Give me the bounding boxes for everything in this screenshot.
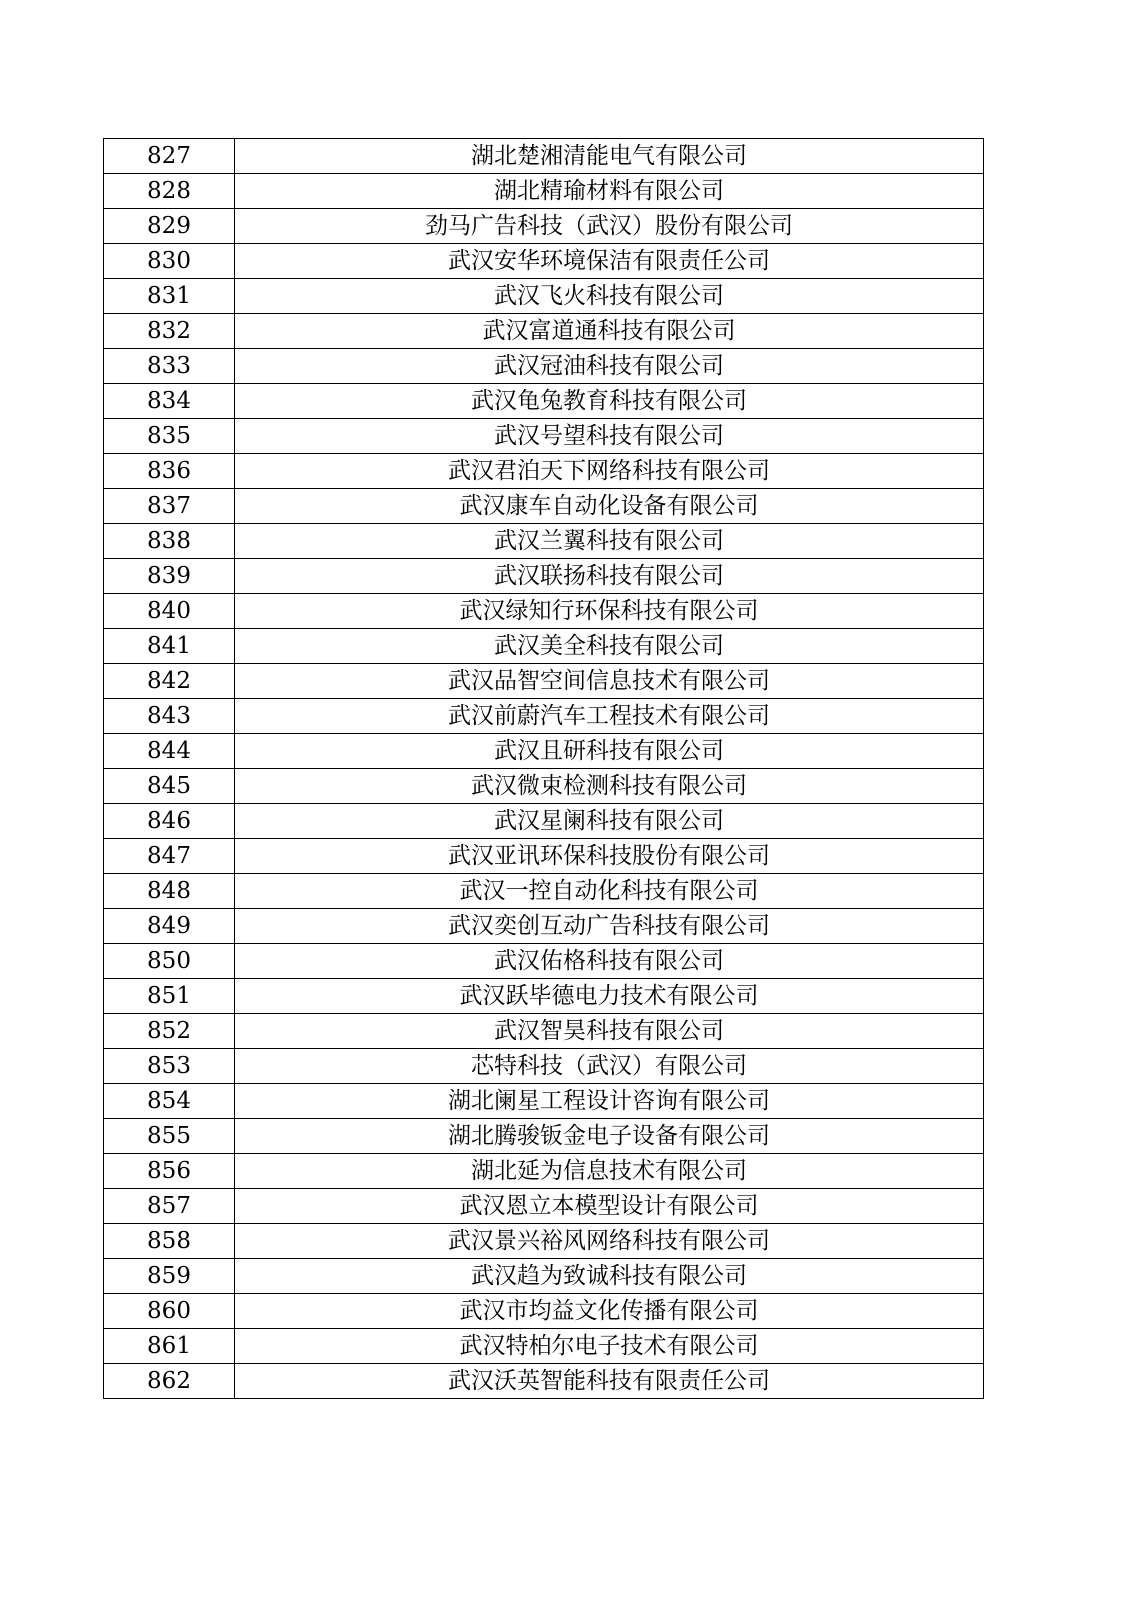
row-number: 842 [104, 664, 235, 699]
company-name: 武汉品智空间信息技术有限公司 [235, 664, 984, 699]
row-number: 840 [104, 594, 235, 629]
company-name: 武汉联扬科技有限公司 [235, 559, 984, 594]
company-name: 武汉富道通科技有限公司 [235, 314, 984, 349]
table-row [104, 1329, 984, 1364]
company-name: 湖北精瑜材料有限公司 [235, 174, 984, 209]
row-number: 853 [104, 1049, 235, 1084]
row-number: 852 [104, 1014, 235, 1049]
company-name: 武汉安华环境保洁有限责任公司 [235, 244, 984, 279]
row-number: 848 [104, 874, 235, 909]
table-row [104, 559, 984, 594]
row-number: 833 [104, 349, 235, 384]
company-name: 武汉恩立本模型设计有限公司 [235, 1189, 984, 1224]
company-name: 武汉沃英智能科技有限责任公司 [235, 1364, 984, 1399]
table-row [104, 209, 984, 244]
row-number: 846 [104, 804, 235, 839]
table-row [104, 979, 984, 1014]
table-row [104, 1119, 984, 1154]
company-name: 武汉特柏尔电子技术有限公司 [235, 1329, 984, 1364]
table-row [104, 174, 984, 209]
company-name: 湖北楚湘清能电气有限公司 [235, 139, 984, 174]
company-name: 武汉市均益文化传播有限公司 [235, 1294, 984, 1329]
row-number: 854 [104, 1084, 235, 1119]
table-row [104, 244, 984, 279]
company-name: 武汉奕创互动广告科技有限公司 [235, 909, 984, 944]
row-number: 837 [104, 489, 235, 524]
company-list-table [103, 138, 984, 1399]
table-row [104, 1294, 984, 1329]
table-row [104, 769, 984, 804]
company-list-body [104, 139, 984, 1399]
table-row [104, 629, 984, 664]
row-number: 841 [104, 629, 235, 664]
table-row [104, 454, 984, 489]
table-row [104, 594, 984, 629]
row-number: 834 [104, 384, 235, 419]
company-name: 武汉兰翼科技有限公司 [235, 524, 984, 559]
row-number: 845 [104, 769, 235, 804]
row-number: 855 [104, 1119, 235, 1154]
table-row [104, 734, 984, 769]
row-number: 830 [104, 244, 235, 279]
table-row [104, 384, 984, 419]
row-number: 827 [104, 139, 235, 174]
table-row [104, 1224, 984, 1259]
company-name: 武汉佑格科技有限公司 [235, 944, 984, 979]
table-row [104, 1154, 984, 1189]
row-number: 859 [104, 1259, 235, 1294]
table-row [104, 874, 984, 909]
company-name: 武汉龟兔教育科技有限公司 [235, 384, 984, 419]
row-number: 861 [104, 1329, 235, 1364]
table-row [104, 279, 984, 314]
company-name: 武汉星阑科技有限公司 [235, 804, 984, 839]
company-name: 武汉一控自动化科技有限公司 [235, 874, 984, 909]
company-name: 武汉康车自动化设备有限公司 [235, 489, 984, 524]
row-number: 836 [104, 454, 235, 489]
row-number: 844 [104, 734, 235, 769]
company-name: 劲马广告科技（武汉）股份有限公司 [235, 209, 984, 244]
table-row [104, 314, 984, 349]
row-number: 832 [104, 314, 235, 349]
company-name: 武汉冠油科技有限公司 [235, 349, 984, 384]
table-row [104, 489, 984, 524]
row-number: 862 [104, 1364, 235, 1399]
row-number: 847 [104, 839, 235, 874]
row-number: 849 [104, 909, 235, 944]
row-number: 831 [104, 279, 235, 314]
company-name: 武汉趋为致诚科技有限公司 [235, 1259, 984, 1294]
table-row [104, 1049, 984, 1084]
company-name: 武汉飞火科技有限公司 [235, 279, 984, 314]
row-number: 856 [104, 1154, 235, 1189]
company-name: 武汉智昊科技有限公司 [235, 1014, 984, 1049]
table-row [104, 1364, 984, 1399]
table-row [104, 1014, 984, 1049]
company-name: 武汉号望科技有限公司 [235, 419, 984, 454]
table-row [104, 909, 984, 944]
table-row [104, 664, 984, 699]
table-row [104, 804, 984, 839]
company-name: 武汉且研科技有限公司 [235, 734, 984, 769]
row-number: 850 [104, 944, 235, 979]
row-number: 839 [104, 559, 235, 594]
company-name: 武汉绿知行环保科技有限公司 [235, 594, 984, 629]
company-name: 武汉跃毕德电力技术有限公司 [235, 979, 984, 1014]
table-row [104, 839, 984, 874]
company-name: 湖北腾骏钣金电子设备有限公司 [235, 1119, 984, 1154]
table-row [104, 419, 984, 454]
company-name: 芯特科技（武汉）有限公司 [235, 1049, 984, 1084]
table-row [104, 524, 984, 559]
company-name: 湖北阑星工程设计咨询有限公司 [235, 1084, 984, 1119]
company-name: 武汉亚讯环保科技股份有限公司 [235, 839, 984, 874]
row-number: 828 [104, 174, 235, 209]
row-number: 858 [104, 1224, 235, 1259]
row-number: 835 [104, 419, 235, 454]
company-name: 武汉君泊天下网络科技有限公司 [235, 454, 984, 489]
company-name: 武汉美全科技有限公司 [235, 629, 984, 664]
table-row [104, 699, 984, 734]
company-name: 武汉景兴裕风网络科技有限公司 [235, 1224, 984, 1259]
table-row [104, 1084, 984, 1119]
table-row [104, 1189, 984, 1224]
row-number: 838 [104, 524, 235, 559]
row-number: 857 [104, 1189, 235, 1224]
table-row [104, 139, 984, 174]
company-name: 湖北延为信息技术有限公司 [235, 1154, 984, 1189]
table-row [104, 1259, 984, 1294]
row-number: 851 [104, 979, 235, 1014]
company-name: 武汉前蔚汽车工程技术有限公司 [235, 699, 984, 734]
row-number: 829 [104, 209, 235, 244]
row-number: 843 [104, 699, 235, 734]
table-row [104, 349, 984, 384]
row-number: 860 [104, 1294, 235, 1329]
company-name: 武汉微束检测科技有限公司 [235, 769, 984, 804]
table-row [104, 944, 984, 979]
